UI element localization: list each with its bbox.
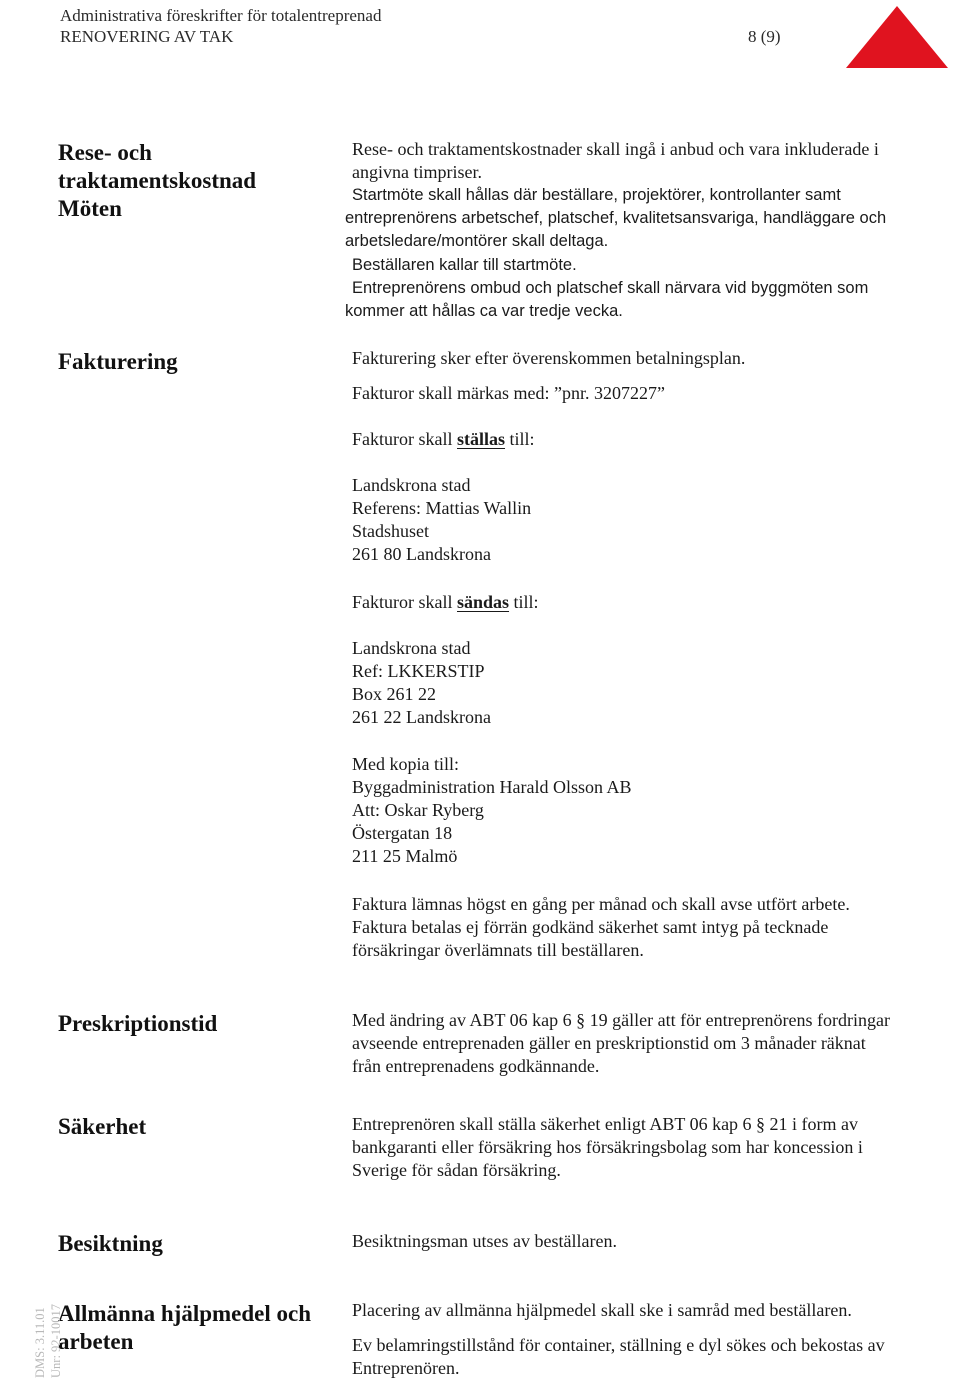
address-line: 261 22 Landskrona [352, 707, 491, 727]
heading-moten: Möten [58, 196, 122, 221]
rese-body-line: angivna timpriser. [352, 162, 482, 182]
fakturering-marking: Fakturor skall märkas med: ”pnr. 3207227” [352, 383, 665, 403]
address-line: 261 80 Landskrona [352, 544, 491, 564]
heading-hjalpmedel-line2: arbeten [58, 1329, 134, 1354]
sandas-line: Fakturor skall sändas till: [352, 592, 539, 612]
closing-line: försäkringar överlämnats till beställaren. [352, 940, 644, 960]
sakerhet-line: Entreprenören skall ställa säkerhet enligt ABT 06 kap 6 § 21 i form av [352, 1114, 859, 1134]
hjalpmedel-body1: Placering av allmänna hjälpmedel skall ske i samråd med beställaren. [352, 1300, 852, 1320]
heading-sakerhet: Säkerhet [58, 1114, 147, 1139]
besiktning-body: Besiktningsman utses av beställaren. [352, 1231, 617, 1251]
stallas-line: Fakturor skall ställas till: [352, 429, 535, 449]
address-line: Box 261 22 [352, 684, 437, 704]
moten-body-line: entreprenörens arbetschef, platschef, kvalitetsansvariga, handläggare och [345, 209, 887, 227]
fakturering-intro: Fakturering sker efter överenskommen betalningsplan. [352, 348, 746, 368]
address-line: Referens: Mattias Wallin [352, 498, 532, 518]
side-stamp [2, 1284, 98, 1380]
kopia-line: Att: Oskar Ryberg [352, 800, 484, 820]
kopia-line: Östergatan 18 [352, 823, 453, 843]
moten-body-line: Entreprenörens ombud och platschef skall närvara vid byggmöten som [352, 279, 869, 297]
moten-body-line: kommer att hållas ca var tredje vecka. [345, 302, 623, 320]
doc-title: Administrativa föreskrifter för totalentreprenad [60, 6, 382, 25]
moten-body-line: Startmöte skall hållas där beställare, projektörer, kontrollanter samt [352, 186, 841, 204]
rese-body-line: Rese- och traktamentskostnader skall ingå i anbud och vara inkluderade i [352, 139, 879, 159]
address-line: Ref: LKKERSTIP [352, 661, 485, 681]
heading-preskriptionstid: Preskriptionstid [58, 1011, 218, 1036]
address-line: Landskrona stad [352, 475, 471, 495]
preskription-line: Med ändring av ABT 06 kap 6 § 19 gäller att för entreprenörens fordringar [352, 1010, 891, 1030]
heading-hjalpmedel-line1: Allmänna hjälpmedel och [58, 1301, 312, 1326]
heading-besiktning: Besiktning [58, 1231, 163, 1256]
kopia-line: 211 25 Malmö [352, 846, 458, 866]
kopia-line: Med kopia till: [352, 754, 459, 774]
address-line: Stadshuset [352, 521, 430, 541]
closing-line: Faktura betalas ej förrän godkänd säkerhet samt intyg på tecknade [352, 917, 829, 937]
hjalpmedel-body2-line: Ev belamringstillstånd för container, ställning e dyl sökes och bekostas av [352, 1335, 885, 1355]
heading-rese-line1: Rese- och [58, 140, 152, 165]
project-title: RENOVERING AV TAK [60, 27, 234, 46]
moten-body-line: Beställaren kallar till startmöte. [352, 256, 577, 274]
unr-code: Unr: 92-10017 [49, 1304, 63, 1378]
sakerhet-line: Sverige för sådan försäkring. [352, 1160, 561, 1180]
logo-triangle-icon [846, 6, 948, 68]
sakerhet-line: bankgaranti eller försäkring hos försäkringsbolag som har koncession i [352, 1137, 863, 1157]
preskription-line: avseende entreprenaden gäller en preskriptionstid om 3 månader räknat [352, 1033, 866, 1053]
kopia-line: Byggadministration Harald Olsson AB [352, 777, 632, 797]
address-line: Landskrona stad [352, 638, 471, 658]
hjalpmedel-body2-line: Entreprenören. [352, 1358, 460, 1378]
heading-fakturering: Fakturering [58, 349, 178, 374]
moten-body-line: arbetsledare/montörer skall deltaga. [345, 232, 609, 250]
preskription-line: från entreprenadens godkännande. [352, 1056, 600, 1076]
closing-line: Faktura lämnas högst en gång per månad och skall avse utfört arbete. [352, 894, 850, 914]
dms-code: DMS: 3.11.01 [33, 1307, 47, 1378]
heading-rese-line2: traktamentskostnad [58, 168, 257, 193]
page-number: 8 (9) [748, 27, 781, 46]
